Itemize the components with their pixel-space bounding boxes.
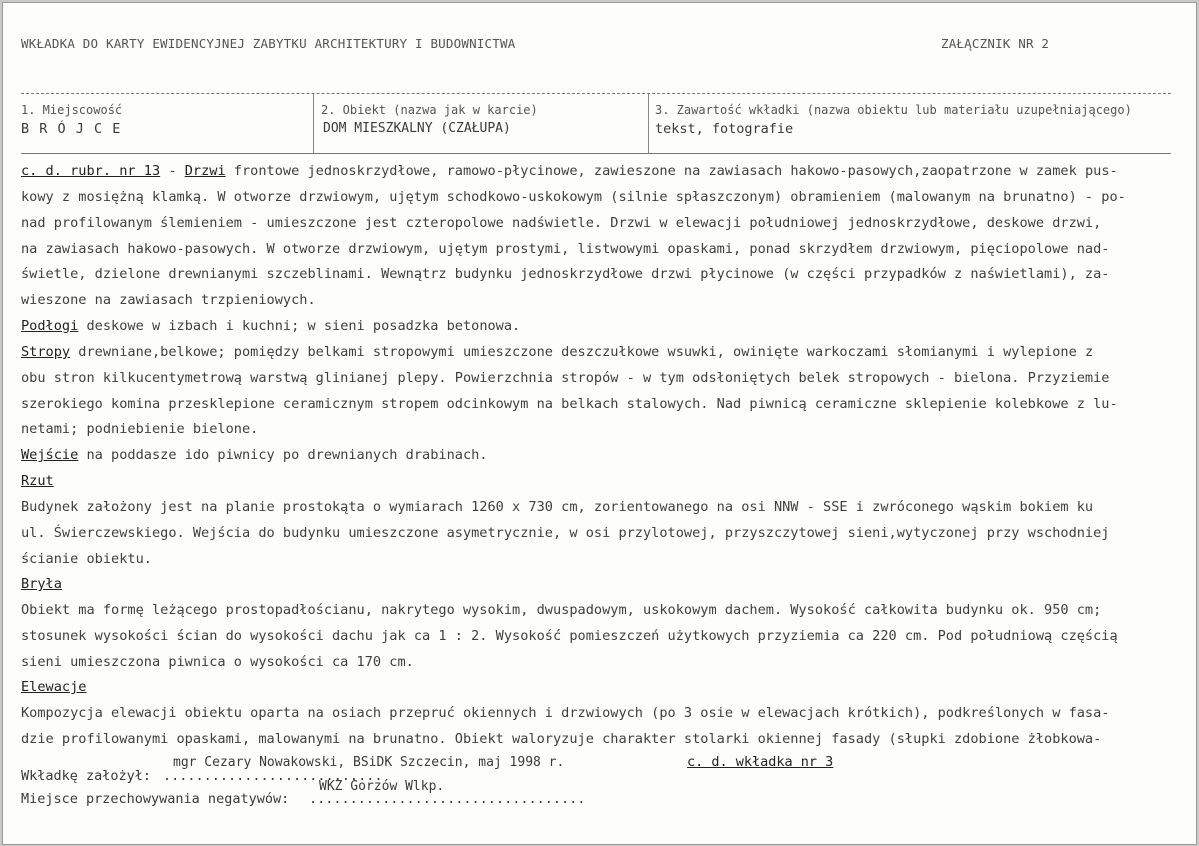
negatives-dotted-line: .................................. [309, 791, 586, 807]
text-line-18: sieni umieszczona piwnica o wysokości ca 170 cm. [21, 654, 414, 670]
field-2-label: 2. Obiekt (nazwa jak w karcie) [321, 103, 538, 117]
field-separator-2 [648, 94, 649, 153]
record-sheet [2, 2, 1197, 845]
heading-rzut: Rzut [21, 473, 54, 489]
field-1-value: B R Ó J C E [21, 121, 122, 137]
header-divider-dashed [21, 93, 1171, 94]
field-separator-1 [313, 94, 314, 153]
annex-number: ZAŁĄCZNIK NR 2 [941, 36, 1050, 51]
text-line-6: wieszone na zawiasach trzpieniowych. [21, 292, 316, 308]
text-line-3: nad profilowanym ślemieniem - umieszczone jest czteropolowe nadświetle. Drzwi w elewacji południowej jednoskrzydłowe, deskowe drzwi, [21, 215, 1102, 231]
heading-drzwi: Drzwi [184, 163, 226, 179]
text-line-2: kowy z mosiężną klamką. W otworze drzwiowym, ujętym schodkowo-uskokowym (silnie spłaszczonym) obramieniem (malowanym na brunatno) - po- [21, 189, 1126, 205]
continuation-note: c. d. wkładka nr 3 [687, 754, 834, 770]
continuation-ref: c. d. rubr. nr 13 [21, 163, 161, 179]
author-label: Wkładkę założył: [21, 768, 152, 784]
heading-wejscie: Wejście [21, 447, 79, 463]
field-3-value: tekst, fotografie [655, 121, 794, 137]
text-line-5: świetle, dzielone drewnianymi szczeblinami. Wewnątrz budynku jednoskrzydłowe drzwi płycinowe (w części przypadków z naświetlami), za- [21, 266, 1110, 282]
field-3-label: 3. Zawartość wkładki (nazwa obiektu lub materiału uzupełniającego) [655, 103, 1132, 117]
text-line-16: Obiekt ma formę leżącego prostopadłościanu, nakrytego wysokim, dwuspadowym, uskokowym dachem. Wysokość całkowita budynku ok. 950 cm; [21, 602, 1102, 618]
heading-podlogi: Podłogi [21, 318, 79, 334]
text-line-19: Kompozycja elewacji obiektu oparta na osiach przepruć okiennych i drzwiowych (po 3 osie w elewacjach krótkich), podkreślonych w fasa- [21, 705, 1110, 721]
text-line-13: Budynek założony jest na planie prostokąta o wymiarach 1260 x 730 cm, zorientowanego na osi NNW - SSE i zwróconego wąskim bokiem ku [21, 499, 1094, 515]
text-line-15: ścianie obiektu. [21, 551, 152, 567]
negatives-value: WKZ Gorzów Wlkp. [319, 779, 445, 794]
heading-elewacje: Elewacje [21, 679, 87, 695]
text-line-8: Stropy drewniane,belkowe; pomiędzy belkami stropowymi umieszczone deszczułkowe wsuwki, owinięte warkoczami słomianymi i wylepione z [21, 344, 1094, 360]
text-line-17: stosunek wysokości ścian do wysokości dachu jak ca 1 : 2. Wysokość pomieszczeń użytkowych przyziemia ca 220 cm. Pod południową częścią [21, 628, 1118, 644]
text-line-10: szerokiego komina przesklepione ceramicznym stropem odcinkowym na belkach stalowych. Nad piwnicą ceramiczne sklepienie kolebkowe z lu- [21, 396, 1118, 412]
negatives-label: Miejsce przechowywania negatywów: [21, 791, 290, 807]
text-line-7: Podłogi deskowe w izbach i kuchni; w sieni posadzka betonowa. [21, 318, 521, 334]
text-line-1: c. d. rubr. nr 13 - Drzwi frontowe jednoskrzydłowe, ramowo-płycinowe, zawieszone na zawiasach hakowo-pasowych,zaopatrzone w zamek pus- [21, 163, 1118, 179]
document-title: WKŁADKA DO KARTY EWIDENCYJNEJ ZABYTKU ARCHITEKTURY I BUDOWNICTWA [21, 36, 516, 51]
heading-bryla: Bryła [21, 576, 62, 592]
text-line-14: ul. Świerczewskiego. Wejścia do budynku umieszczone asymetrycznie, w osi przylotowej, przyszczytowej sieni,wytyczonej przy wschodniej [21, 525, 1110, 541]
fields-divider [21, 153, 1171, 154]
text-line-4: na zawiasach hakowo-pasowych. W otworze drzwiowym, ujętym prostymi, listwowymi opaskami, ponad skrzydłem drzwiowym, pięciopolowe nad- [21, 241, 1110, 257]
text-line-20: dzie profilowanymi opaskami, malowanymi na brunatno. Obiekt waloryzuje charakter stolarki okiennej fasady (słupki zdobione żłobkowa- [21, 731, 1102, 747]
author-dotted-line: ........................... [163, 768, 383, 784]
heading-stropy: Stropy [21, 344, 71, 360]
field-1-label: 1. Miejscowość [21, 103, 123, 117]
field-2-value: DOM MIESZKALNY (CZAŁUPA) [323, 121, 511, 136]
text-line-9: obu stron kilkucentymetrową warstwą glinianej plepy. Powierzchnia stropów - w tym odsłoniętych belek stropowych - bielona. Przyziemie [21, 370, 1110, 386]
author-value: mgr Cezary Nowakowski, BSiDK Szczecin, maj 1998 r. [173, 755, 565, 770]
text-line-11: netami; podniebienie bielone. [21, 421, 259, 437]
text-line-12: Wejście na poddasze ido piwnicy po drewnianych drabinach. [21, 447, 488, 463]
